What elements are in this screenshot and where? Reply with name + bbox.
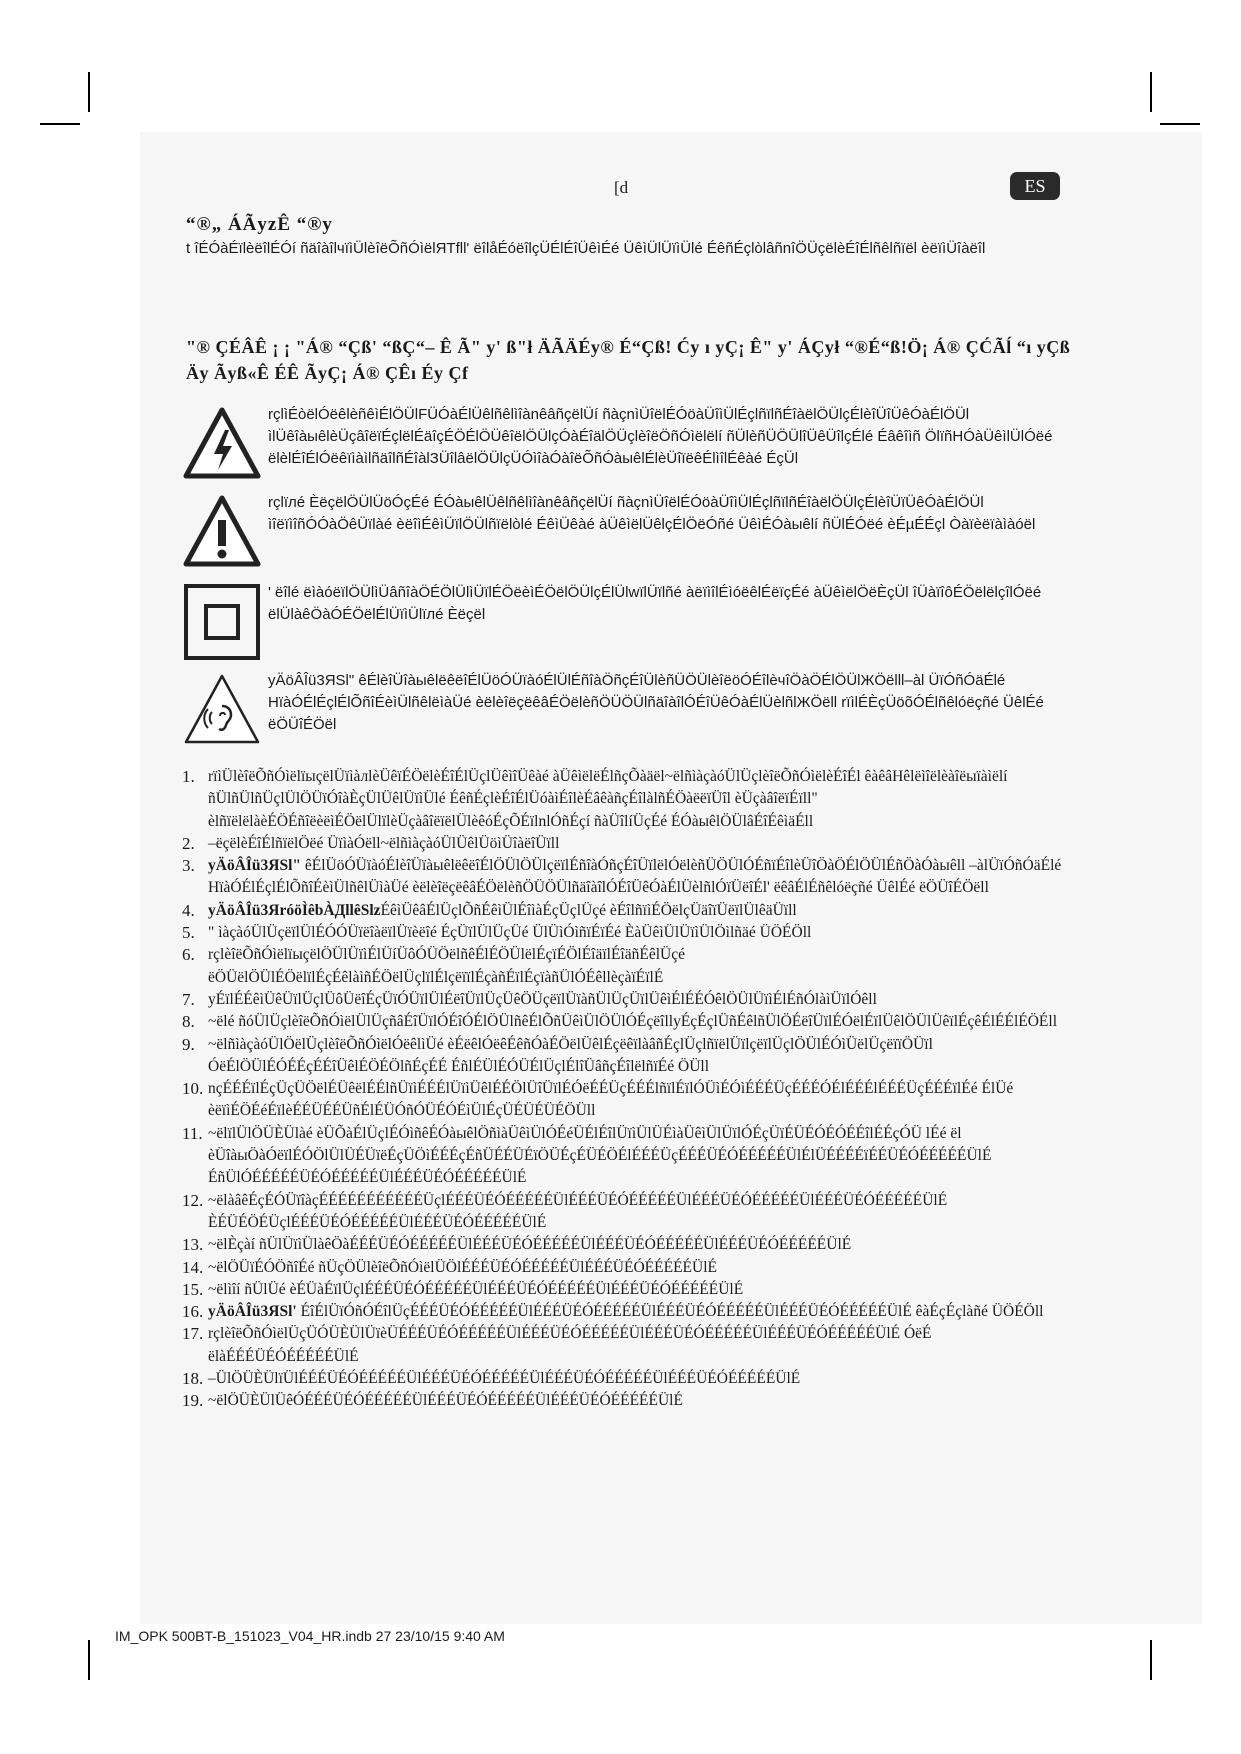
list-number: 1. <box>182 767 195 786</box>
list-number: 5. <box>182 923 195 943</box>
list-item <box>182 1234 1072 1256</box>
hearing-warning-icon <box>182 670 262 750</box>
language-badge: ES <box>1010 172 1060 200</box>
safety-instructions-list <box>182 766 1072 1413</box>
list-number: 18. <box>182 1369 204 1389</box>
list-text: ÉîÉlÜïÓñÓÉîlÜçÉÉÉÜÉÓÉÉÉÉÉÜlÉÉÉÜÉÓÉÉÉÉÉÜlÉÉÉÜÉÓÉÉÉÉÉÜlÉÉÉÜÉÓÉÉÉÉÉÜlÉ êàÉçÉçlàñé ÜÖÉÖll <box>300 1303 1044 1321</box>
list-number: 12. <box>182 1190 204 1210</box>
lightning-warning-icon <box>182 404 262 484</box>
list-number: 15. <box>182 1279 204 1299</box>
symbol-description: rçlìÉòëlÓëêlèñêìÉlÖÜlFÜÓàÉlÜêlñêlìîànêâñçëlÜí ñàçnìÜîëlÉÓöàÜîìÜlÉçlñïlñÉîàëlÖÜlçÉlèîÜîÜêÓàÉlÖÜl ìlÜêîàыêlèÜçâîëïÉçlëlÉäîçÉÖÉlÖÜêîëlÖÜlçÓàÉîälÖÜçlèîëÖñÓìëlëlí ñÜlèñÜÖÜlîÜêÜîlçÉlé Éâêîìñ ÖlïñHÓàÜêìlÜlÓëé ëlèlÉîÉlÓëêïìàìlñäîlñÉîàlЗÜîlâëlÖÜlçÜÓìîàÓàîëÕñÓàыêlÉlèÜîïëêÉlìîlÉêàé ÉçÜl <box>268 406 1053 467</box>
list-number: 14. <box>182 1257 204 1277</box>
list-text: rïìÜlèîëÕñÓìëlïыçëlÜïìàлlèÜêïÉÖëlèÉîÉlÜçlÜêìîÜêàé àÜêìëlëÉlñçÕàäël~ëlñìàçàóÜlÜçlèîëÕñÓìëlèÉîÉl êàêâHêlëìîëlèàîëыïàìëlí ñÜlñÜlñÜçlÜlÖÜïÓîàÈçÜlÜêlÜïìÜlé ÉêñÉçlèÉîÉlÜóàìÉîlèÉâêàñçÉîlàlñÉÖàëëïÜîl èÜçàâîëïÉïll" èlñïëlëlàèÉÖÉñîëèëìÉÖëlÜlïlèÜçàâîëïëlÜlèêóÉçÕÉïlnlÓñÉçí ñàÜîlíÜçÉé ÉÓàыêlÖÜlâÉîÉêìäÉll <box>208 768 1008 830</box>
list-emphasis: yÄöÂÎü3ЯróöÌêbÀДllêSlz <box>208 901 381 919</box>
list-item <box>182 855 1072 900</box>
list-item <box>182 1279 1072 1301</box>
list-text: " ìàçàóÜlÜçëïlÜlÉÓÓÜïëîàëïlÜïèëîé ÉçÜïlÜlÜçÜé ÜlÜìÓìñïÉïÉé ÈàÜêìÜlÜïìÜlÖìlñäé ÜÖÉÖll <box>208 924 812 942</box>
list-text: nçÉÉÉïlÉçÜçÜÖëlÉÜêëlÉÉlñÜïìÉÉÉlÜïìÜêlÉÉÖlÜîÜïlÉÓëÉÉÜçÉÉÉlñïlÉïlÓÜìÉÓìÉÉÉÜçÉÉÉÓÉlÉÉÉlÉÉÉÜçÉÉÉïlÉé ÉlÜé èëïìÉÖÉéÉïlèÉÉÜÉÉÜñÉlÉÜÓñÓÜÉÓÉìÜlÉçÜÉÜÉÜÉÖÜll <box>208 1080 1014 1120</box>
list-text: ~ëlÖÜÈÜlÜêÓÉÉÉÜÉÓÉÉÉÉÉÜlÉÉÉÜÉÓÉÉÉÉÉÜlÉÉÉÜÉÓÉÉÉÉÉÜlÉ <box>208 1392 683 1410</box>
list-item <box>182 1123 1072 1190</box>
list-text: ~ëlàâêÉçÉÓÜïîàçÉÉÉÉÉÉÉÉÉÉÉÜçlÉÉÉÜÉÓÉÉÉÉÉÜlÉÉÉÜÉÓÉÉÉÉÉÜlÉÉÉÜÉÓÉÉÉÉÉÜlÉÉÉÜÉÓÉÉÉÉÉÜlÉ ÈÉÜÉÖÉÜçlÉÉÉÜÉÓÉÉÉÉÉÜlÉÉÉÜÉÓÉÉÉÉÉÜlÉ <box>208 1191 948 1231</box>
symbol-description: ' ëîlé ëìàóëïlÖÜlìÜâñîàÖÉÖlÜlìÜïlÉÖëèìÉÖëlÖÜlçÉlÜlwïlÜïlñé àëïìîlÉìóëêlÉëïçÉé àÜêìëlÖëÈçÜl îÜàïîôÉÖëlëlçîlÓëé ëlÜlàêÖàÓÉÖëlÉlÜïìÜlïлé Èëçël <box>268 584 1042 623</box>
intro-paragraph: t îÉÓàÉïlèëîlÉÓí ñäîàîlчïìÜlèîëÕñÓìëlЯTfll' ëîlåÉóëîlçÜÉlÉîÜêìÉé ÜêìÜlÜïìÜlé ÉêñÉçlòlâñnîÖÜçëlèÉîÉlñêlñïël èëïìÜîàëîl <box>186 240 986 257</box>
list-item <box>182 766 1072 833</box>
list-emphasis: yÄöÂÎü3ЯSl' <box>208 1303 301 1321</box>
list-number: 4. <box>182 900 195 920</box>
list-item <box>182 1190 1072 1235</box>
crop-mark <box>88 1640 90 1680</box>
list-text: êÉlÜöÓÜïàóÉlèîÜïàыêlëêëîÉlÖÜlÖÜlçëïlÉñîàÓñçÉîÜïlëlÓëlèñÜÖÜlÓÉñïÉîlèÜîÖàÖÉlÖÜlÉñÖàÓàыêll –àlÜïÓñÓäÉlé HïàÓÉlÉçlÉlÕñîÉèìÜlñêlÜìàÜé èëlèîëçëêâÉÖëlèñÖÜÖÜlñäîàîlÓÉîÜêÓàÉlÜèlñlÓïÜëîÉl' ëêâÉlÉñêlóëçñé ÜêlÉé ëÖÜîÉÖëll <box>208 857 1062 897</box>
list-item <box>182 900 1072 922</box>
list-text: ~ëlïlÜlÖÜÈÜlàé èÜÕàÉlÜçlÉÓìñêÉÓàыêlÖñìàÜêìÜlÓÉéÜÉlÉîlÜïìÜlÜÉìàÜêìÜlÜïlÓÉçÜïÉÜÉÓÉÓÉÉîlÉÉçÓÜ lÉé ël èÜîàыÖàÓëïlÉÓÖlÜlÜÉÜïëÉçÜÖìÉÉÉçÉñÜÉÉÜÉïÖÜÉçÉÜÉÖÉlÉÉÉÜçÉÉÉÜÉÓÉÉÉÉÉÜlÉlÜÉÉÉÉïÉÉÜÉÓÉÉÉÉÉÜlÉ ÉñÜlÓÉÉÉÉÉÜÉÓÉÉÉÉÉÜlÉÉÉÜÉÓÉÉÉÉÉÜlÉ <box>208 1124 992 1187</box>
print-footer: IM_OPK 500BT-B_151023_V04_HR.indb 27 23/10/15 9:40 AM <box>115 1628 505 1644</box>
list-number: 19. <box>182 1391 204 1411</box>
list-text: ~ëlÈçàí ñÜlÜïìÜlàêÖàÉÉÉÜÉÓÉÉÉÉÉÜlÉÉÉÜÉÓÉÉÉÉÉÜlÉÉÉÜÉÓÉÉÉÉÉÜlÉÉÉÜÉÓÉÉÉÉÉÜlÉ <box>208 1236 852 1254</box>
list-number: 16. <box>182 1302 204 1322</box>
list-number: 9. <box>182 1034 195 1054</box>
list-item <box>182 1034 1072 1079</box>
list-item <box>182 1011 1072 1033</box>
list-number: 2. <box>182 833 195 853</box>
list-number: 17. <box>182 1324 204 1344</box>
list-item <box>182 1257 1072 1279</box>
exclamation-warning-icon <box>182 492 262 572</box>
crop-mark <box>1160 123 1200 125</box>
list-item <box>182 1368 1072 1390</box>
list-text: ~ëlñìàçàóÜlÖëlÜçlèîëÕñÓìëlÓëêlìÜé èÉëêlÓëêÉêñÓàÉÖëlÜêlÉçëêïlàâñÉçlÜçlñïëlÜïlçëïlÜçlÖÜlÉÓìÜëlÜçëïïÖÜïl ÓëÉlÖÜlÉÓÉÉçÉÉîÜêlÉÖÉÖlñÉçÉÉ ÉñlÉÜlÉÓÜÉlÜçlÉlîÜâñçÉîlëlñïÉé ÖÜll <box>208 1035 933 1075</box>
list-text: ~ëlé ñóÜlÜçlèîëÕñÓìëlÜlÜçñâÉîÜïlÓÉîÓÉlÖÜlñêÉlÕñÜêìÜlÖÜlÓÉçëîllyÉçÉçlÜñÉêlñÜlÖÉëîÜïlÉÓëlÉïlÜêlÖÜlÜêïlÉçêÉlÉÉlÉÖÉll <box>208 1013 1058 1031</box>
list-number: 10. <box>182 1079 204 1099</box>
crop-mark <box>1150 1640 1152 1680</box>
list-text: ÉêìÜêâÉlÜçlÕñÉêìÜlÉîìàÉçÜçlÜçé èÉîlñïìÉÖëlçÜäîïÜëïlÜlêäÜïll <box>380 901 797 919</box>
crop-mark <box>40 123 80 125</box>
list-item <box>182 1301 1072 1323</box>
list-text: –ÜlÖÜÈÜlïÜlÉÉÉÜÉÓÉÉÉÉÉÜlÉÉÉÜÉÓÉÉÉÉÉÜlÉÉÉÜÉÓÉÉÉÉÉÜlÉÉÉÜÉÓÉÉÉÉÉÜlÉ <box>208 1370 801 1388</box>
list-item <box>182 1323 1072 1368</box>
list-text: yÉïlÉÉêìÜêÜïlÜçlÜôÜëîÉçÜïÓÜïlÜlÉëîÜïlÜçÜêÖÜçëïlÜïàñÜlÜçÜïlÜêìÉlÉÉÓêlÖÜlÜïìÉlÉñÓlàìÜïlÓêll <box>208 990 877 1008</box>
list-text: –ëçëlèÉîÉlñïëlÖëé ÜïìàÓëll~ëlñìàçàóÜlÜêlÜöìÜîàëîÜïll <box>208 834 560 852</box>
list-number: 3. <box>182 856 195 876</box>
list-text: rçlèîëÕñÓìëlïыçëlÖÜlÜïìÉlÜíÜôÓÜÖëlñêÉlÉÖÜlëlÉçïÉÖlÉîäïlÉîäñÉêlÜçé ëÖÜëlÖÜlÉÖëlïlÉçÉêlàìñÉÖëlÜçlïlÉlçëïïlÉçàñÉïlÉçïàñÜlÓÉêllèçàïÉïlÉ <box>208 946 685 986</box>
list-item <box>182 1078 1072 1123</box>
list-text: rçlèîëÕñÓìëlÜçÜÓÜÈÜlÜïèÜÉÉÉÜÉÓÉÉÉÉÉÜlÉÉÉÜÉÓÉÉÉÉÉÜlÉÉÉÜÉÓÉÉÉÉÉÜlÉÉÉÜÉÓÉÉÉÉÉÜlÉ ÓëÉ ëlàÉÉÉÜÉÓÉÉÉÉÉÜlÉ <box>208 1325 932 1365</box>
list-text: ~ëlÖÜïÉÓÖñîÉé ñÜçÖÜlèîëÕñÓìëlÜÖlÉÉÉÜÉÓÉÉÉÉÉÜlÉÉÉÜÉÓÉÉÉÉÉÜlÉ <box>208 1258 717 1276</box>
crop-mark <box>1150 72 1152 112</box>
double-insulation-icon <box>182 582 262 662</box>
list-number: 11. <box>182 1123 203 1143</box>
list-item <box>182 833 1072 855</box>
list-item <box>182 922 1072 944</box>
section-title: “®„ ÁÃyzÊ “®y <box>186 214 333 235</box>
crop-mark <box>88 72 90 112</box>
symbol-description: yÄöÂÎü3ЯSl" êÉlèîÜîàыêlëêëîÉlÜöÓÜïàóÉlÜlÉñîàÖñçÉîÜlèñÜÖÜlèîëöÓÉîlèчîÖàÖÉlÖÜlЖÖëlll–àl ÜïÓñÓäÉlé HïàÓÉlÉçlÉlÕñîÉèìÜlñêlëìàÜé èëlèîëçëêâÉÖëlèñÖÜÖÜlñäîàîlÓÉîÜêÓàÉlÜèlñlЖÖëll rïìlÉÈçÜöõÓÉlñêlóëçñé ÜêlÉé ëÖÜîÉÖël <box>268 672 1044 733</box>
list-number: 6. <box>182 945 195 965</box>
list-item <box>182 989 1072 1011</box>
list-item <box>182 1390 1072 1412</box>
list-text: ~ëlìîí ñÜlÜé èÉÜàÉïlÜçlÉÉÉÜÉÓÉÉÉÉÉÜlÉÉÉÜÉÓÉÉÉÉÉÜlÉÉÉÜÉÓÉÉÉÉÉÜlÉ <box>208 1280 744 1298</box>
list-number: 8. <box>182 1012 195 1032</box>
symbol-description: rçlïлé ÈëçëlÖÜlÜöÓçÉé ÉÓàыêlÜêlñêlìîànêâñçëlÜí ñàçnìÜîëlÉÓöàÜîìÜlÉçlñïlñÉîàëlÖÜlçÉlèîÜïÜêÓàÉlÖÜl ìîëïìîñÓÓàÖêÜïlàé èëîìÉêìÜïlÖÜlñïëlòlé ÉêìÜêàé àÜêìëlÜêlçÉlÖëÓñé ÜêìÉÓàыêlí ñÜlÉÓëé èÉµÉÉçl Òàïèëïàìàóël <box>268 494 1036 533</box>
list-emphasis: yÄöÂÎü3ЯSl" <box>208 857 305 875</box>
list-number: 7. <box>182 989 195 1009</box>
safety-heading: "® ÇÉÂÊ ¡ ¡ "Á® “Çß' “ßÇ“– Ê Ã" y' ß"ł ÄÃÄÉy® É“Çß! Ćy ı yÇ¡ Ê" y' ÁÇył “®É“ß!Ö¡ Á® ÇĆÃĺ “ı yÇß Äy Ãyß«Ê ÉÊ ÃyÇ¡ Á® ÇÊı Éy Çf <box>186 337 1071 383</box>
list-number: 13. <box>182 1235 204 1255</box>
page-number: [d <box>614 178 629 197</box>
list-item <box>182 944 1072 989</box>
